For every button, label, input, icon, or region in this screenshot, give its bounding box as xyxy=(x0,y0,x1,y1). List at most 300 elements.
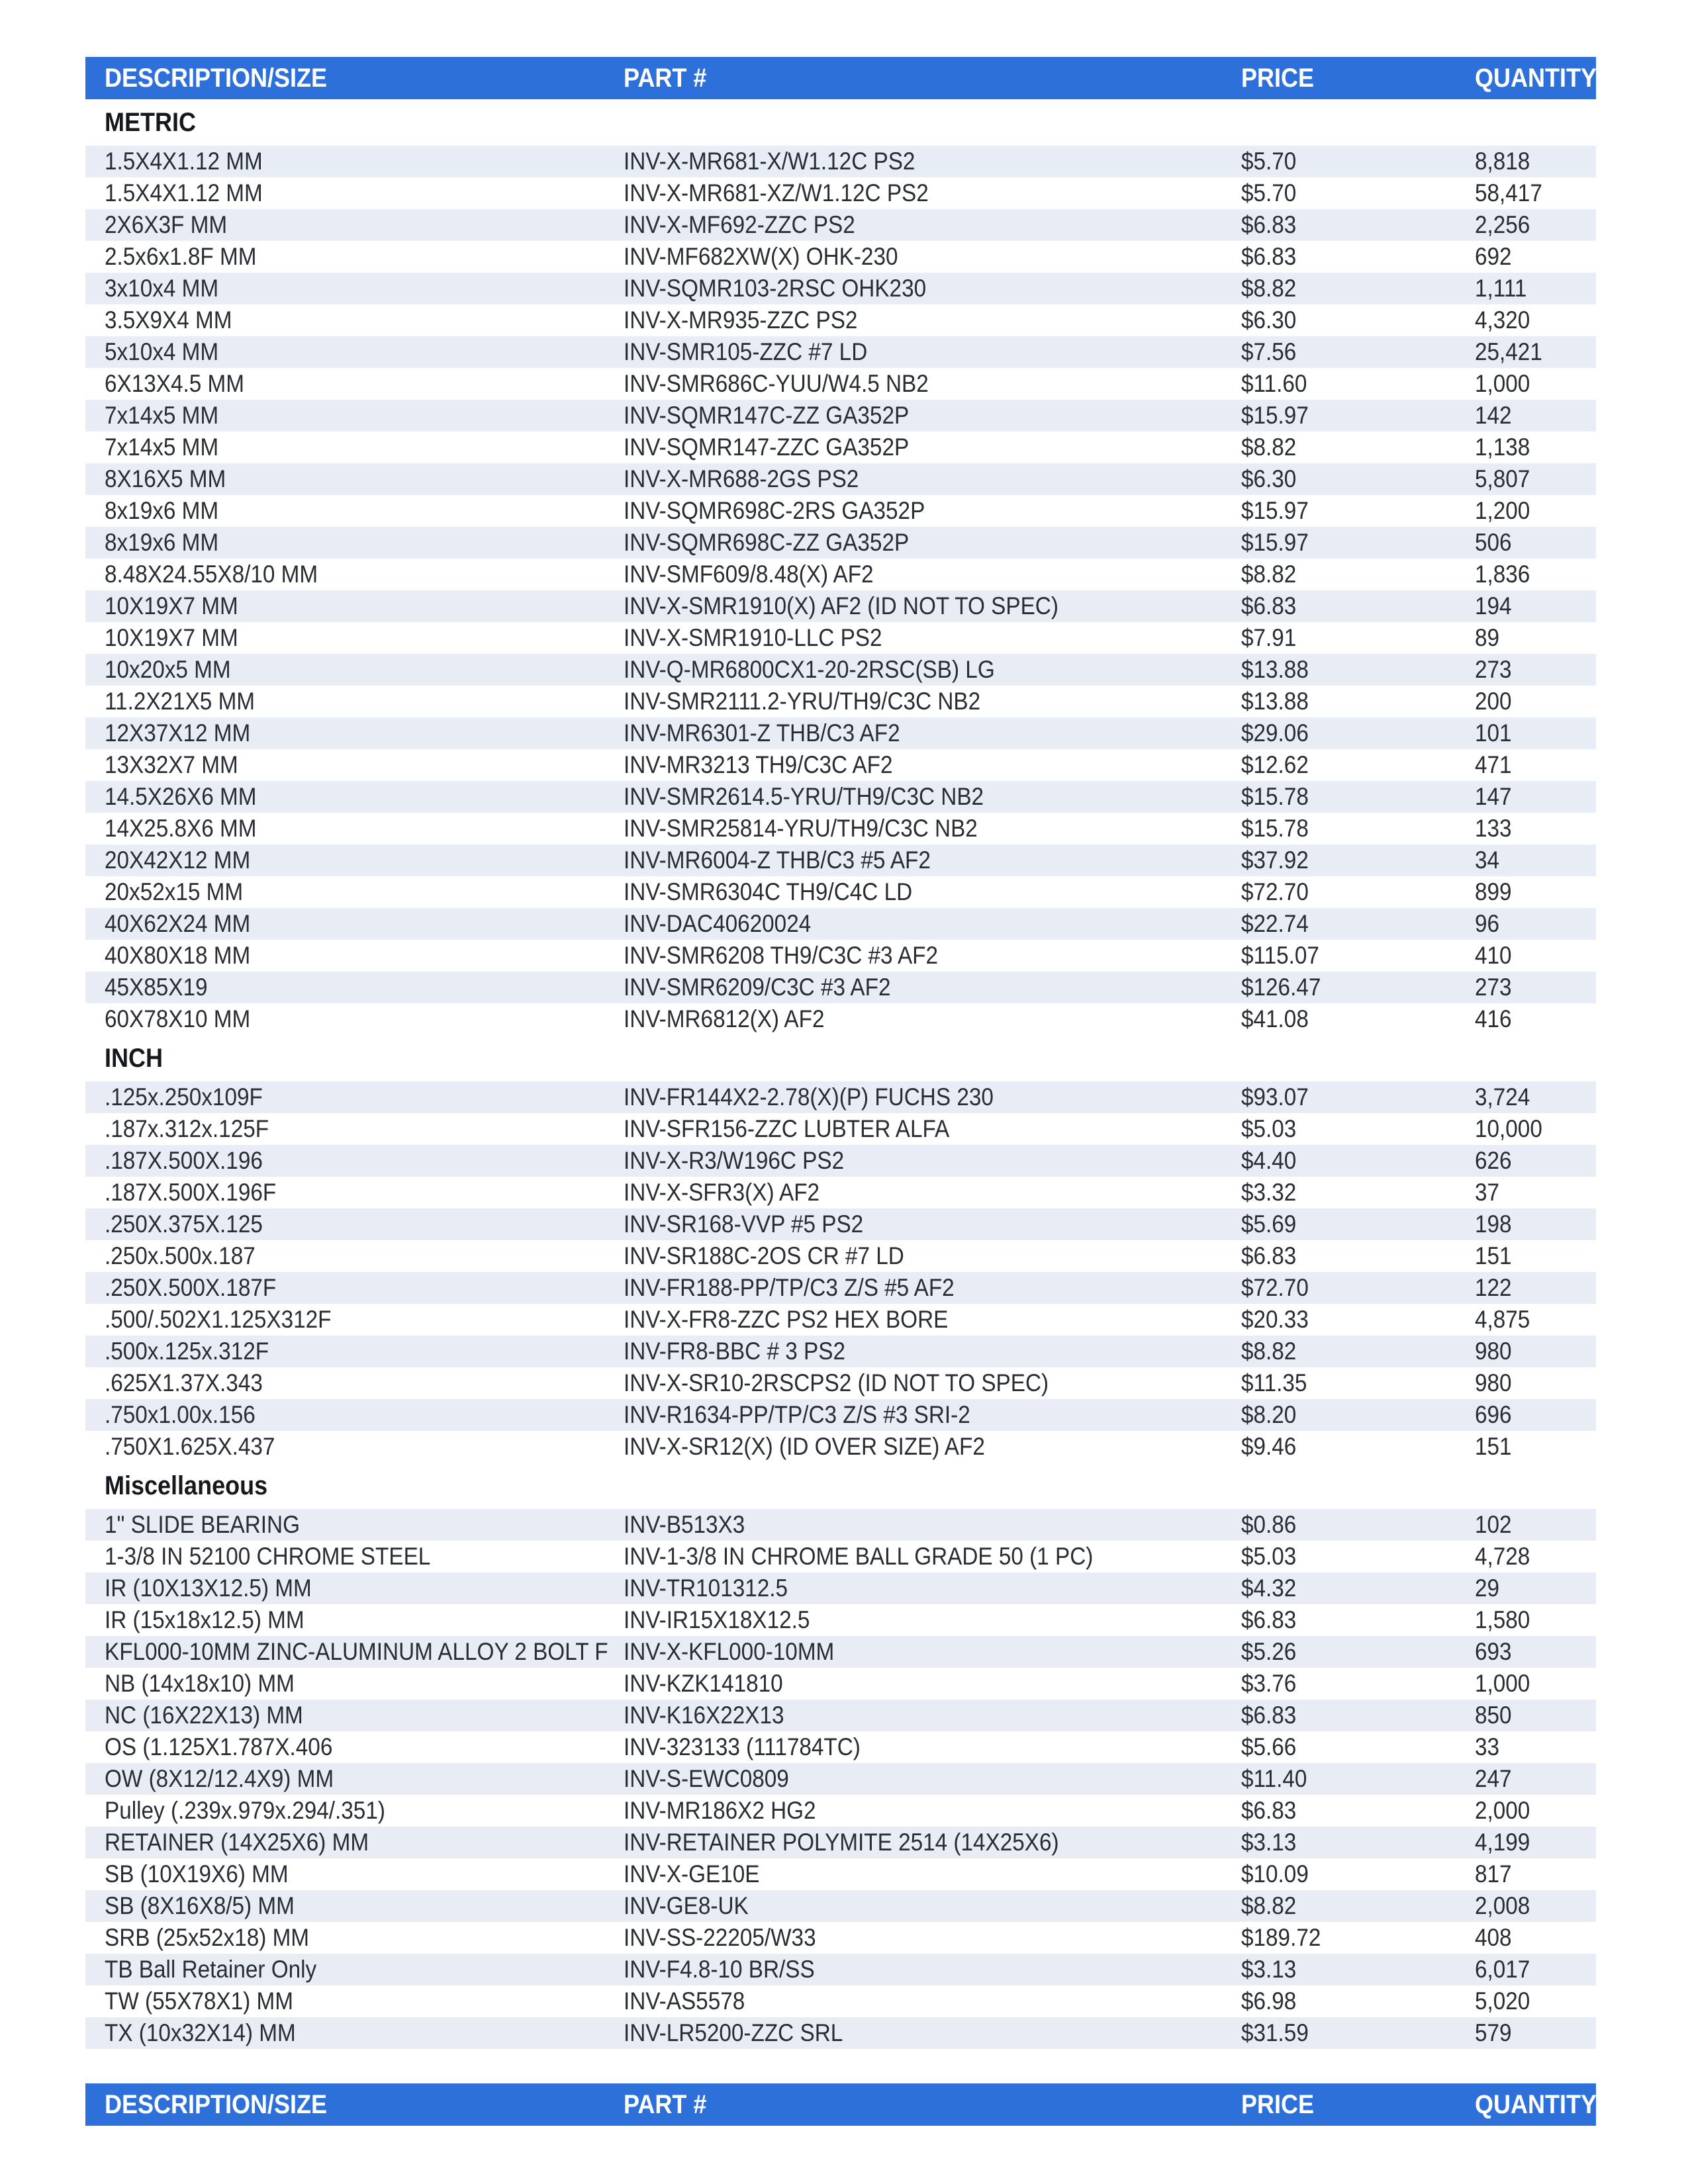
cell-quantity: 25,421 xyxy=(1475,338,1543,365)
cell-quantity: 34 xyxy=(1475,846,1500,874)
cell-price: $126.47 xyxy=(1241,974,1321,1001)
cell-price: $15.97 xyxy=(1241,497,1309,524)
column-header-quantity: QUANTITY xyxy=(1475,63,1597,93)
cell-price: $6.83 xyxy=(1241,243,1297,270)
table-row xyxy=(85,432,1596,463)
table-row xyxy=(85,972,1596,1003)
cell-quantity: 151 xyxy=(1475,1433,1512,1460)
cell-price: $4.40 xyxy=(1241,1147,1297,1174)
cell-price: $8.82 xyxy=(1241,275,1297,302)
cell-description: 20x52x15 MM xyxy=(105,878,244,905)
cell-quantity: 4,875 xyxy=(1475,1306,1530,1333)
cell-description: 40X62X24 MM xyxy=(105,910,251,937)
table-row xyxy=(85,209,1596,241)
cell-quantity: 3,724 xyxy=(1475,1083,1530,1111)
table-row xyxy=(85,1367,1596,1399)
cell-quantity: 2,000 xyxy=(1475,1797,1530,1824)
cell-description: 11.2X21X5 MM xyxy=(105,688,256,715)
cell-price: $8.82 xyxy=(1241,1892,1297,1919)
column-header-price: PRICE xyxy=(1241,63,1315,93)
cell-part-number: INV-SMF609/8.48(X) AF2 xyxy=(624,561,874,588)
cell-price: $5.70 xyxy=(1241,179,1297,206)
cell-price: $189.72 xyxy=(1241,1924,1321,1951)
table-row xyxy=(85,781,1596,813)
cell-part-number: INV-MR6812(X) AF2 xyxy=(624,1005,825,1032)
cell-price: $3.32 xyxy=(1241,1179,1297,1206)
cell-description: 12X37X12 MM xyxy=(105,719,251,747)
table-row xyxy=(85,1208,1596,1240)
cell-quantity: 6,017 xyxy=(1475,1956,1530,1983)
table-row xyxy=(85,749,1596,781)
cell-description: .187x.312x.125F xyxy=(105,1115,269,1142)
cell-quantity: 151 xyxy=(1475,1242,1512,1269)
cell-price: $41.08 xyxy=(1241,1005,1309,1032)
table-row xyxy=(85,844,1596,876)
cell-price: $5.03 xyxy=(1241,1543,1297,1570)
table-row xyxy=(85,400,1596,432)
cell-price: $5.69 xyxy=(1241,1210,1297,1238)
table-row xyxy=(85,1827,1596,1858)
cell-description: KFL000-10MM ZINC-ALUMINUM ALLOY 2 BOLT F xyxy=(105,1638,608,1665)
cell-description: .250x.500x.187 xyxy=(105,1242,256,1269)
cell-price: $20.33 xyxy=(1241,1306,1309,1333)
cell-part-number: INV-MR3213 TH9/C3C AF2 xyxy=(624,751,893,778)
cell-part-number: INV-IR15X18X12.5 xyxy=(624,1606,810,1633)
cell-quantity: 1,200 xyxy=(1475,497,1530,524)
cell-quantity: 96 xyxy=(1475,910,1500,937)
cell-quantity: 2,008 xyxy=(1475,1892,1530,1919)
table-row xyxy=(85,304,1596,336)
cell-price: $5.66 xyxy=(1241,1733,1297,1760)
cell-quantity: 4,728 xyxy=(1475,1543,1530,1570)
cell-price: $5.03 xyxy=(1241,1115,1297,1142)
cell-price: $9.46 xyxy=(1241,1433,1297,1460)
cell-quantity: 506 xyxy=(1475,529,1512,556)
cell-part-number: INV-X-MR688-2GS PS2 xyxy=(624,465,859,492)
column-header-part-number: PART # xyxy=(624,2089,707,2119)
cell-quantity: 2,256 xyxy=(1475,211,1530,238)
cell-quantity: 273 xyxy=(1475,974,1512,1001)
table-row xyxy=(85,1304,1596,1336)
cell-part-number: INV-SQMR698C-ZZ GA352P xyxy=(624,529,910,556)
cell-price: $8.20 xyxy=(1241,1401,1297,1428)
cell-part-number: INV-SS-22205/W33 xyxy=(624,1924,816,1951)
cell-price: $11.40 xyxy=(1241,1765,1307,1792)
cell-description: .500/.502X1.125X312F xyxy=(105,1306,332,1333)
table-row xyxy=(85,463,1596,495)
table-body xyxy=(85,99,1596,2049)
table-row xyxy=(85,1700,1596,1731)
cell-part-number: INV-X-MR935-ZZC PS2 xyxy=(624,306,858,334)
cell-quantity: 626 xyxy=(1475,1147,1512,1174)
cell-price: $15.97 xyxy=(1241,402,1309,429)
table-row xyxy=(85,1795,1596,1827)
table-row xyxy=(85,1145,1596,1177)
table-row xyxy=(85,1541,1596,1572)
section-label: Miscellaneous xyxy=(105,1471,268,1500)
cell-quantity: 1,000 xyxy=(1475,1670,1530,1697)
cell-quantity: 5,020 xyxy=(1475,1987,1530,2015)
cell-quantity: 194 xyxy=(1475,592,1512,619)
cell-description: .625X1.37X.343 xyxy=(105,1369,263,1396)
column-header-quantity: QUANTITY xyxy=(1475,2089,1597,2119)
table-row xyxy=(85,1636,1596,1668)
cell-part-number: INV-LR5200-ZZC SRL xyxy=(624,2019,843,2046)
cell-part-number: INV-X-SR12(X) (ID OVER SIZE) AF2 xyxy=(624,1433,985,1460)
cell-quantity: 147 xyxy=(1475,783,1512,810)
cell-description: .500x.125x.312F xyxy=(105,1338,269,1365)
cell-description: 1.5X4X1.12 MM xyxy=(105,148,263,175)
cell-quantity: 142 xyxy=(1475,402,1512,429)
inventory-table xyxy=(85,57,1596,2126)
cell-quantity: 899 xyxy=(1475,878,1512,905)
table-header-bottom xyxy=(85,2083,1596,2126)
cell-description: 14.5X26X6 MM xyxy=(105,783,257,810)
column-header-description: DESCRIPTION/SIZE xyxy=(105,2089,328,2119)
cell-description: 1-3/8 IN 52100 CHROME STEEL xyxy=(105,1543,431,1570)
table-row xyxy=(85,876,1596,908)
cell-price: $6.98 xyxy=(1241,1987,1297,2015)
cell-quantity: 1,580 xyxy=(1475,1606,1530,1633)
cell-quantity: 416 xyxy=(1475,1005,1512,1032)
cell-part-number: INV-MR186X2 HG2 xyxy=(624,1797,816,1824)
table-row xyxy=(85,1177,1596,1208)
cell-description: SB (10X19X6) MM xyxy=(105,1860,289,1888)
cell-part-number: INV-MR6301-Z THB/C3 AF2 xyxy=(624,719,900,747)
cell-price: $11.60 xyxy=(1241,370,1307,397)
cell-part-number: INV-SQMR103-2RSC OHK230 xyxy=(624,275,927,302)
cell-price: $7.91 xyxy=(1241,624,1297,651)
cell-price: $29.06 xyxy=(1241,719,1309,747)
cell-quantity: 29 xyxy=(1475,1574,1500,1602)
cell-price: $4.32 xyxy=(1241,1574,1297,1602)
cell-quantity: 579 xyxy=(1475,2019,1512,2046)
table-row xyxy=(85,1985,1596,2017)
cell-part-number: INV-X-KFL000-10MM xyxy=(624,1638,835,1665)
table-row xyxy=(85,1003,1596,1035)
table-row xyxy=(85,273,1596,304)
cell-quantity: 1,000 xyxy=(1475,370,1530,397)
cell-price: $15.78 xyxy=(1241,783,1309,810)
cell-part-number: INV-X-GE10E xyxy=(624,1860,760,1888)
cell-part-number: INV-SMR2111.2-YRU/TH9/C3C NB2 xyxy=(624,688,981,715)
cell-part-number: INV-X-R3/W196C PS2 xyxy=(624,1147,845,1174)
cell-description: IR (10X13X12.5) MM xyxy=(105,1574,312,1602)
cell-description: 7x14x5 MM xyxy=(105,402,219,429)
table-row xyxy=(85,1431,1596,1463)
cell-part-number: INV-SMR6209/C3C #3 AF2 xyxy=(624,974,891,1001)
cell-quantity: 471 xyxy=(1475,751,1512,778)
table-row xyxy=(85,368,1596,400)
cell-part-number: INV-B513X3 xyxy=(624,1511,745,1538)
cell-description: 3x10x4 MM xyxy=(105,275,219,302)
cell-description: OW (8X12/12.4X9) MM xyxy=(105,1765,334,1792)
table-row xyxy=(85,336,1596,368)
cell-price: $6.83 xyxy=(1241,1797,1297,1824)
cell-price: $8.82 xyxy=(1241,433,1297,461)
table-row xyxy=(85,177,1596,209)
cell-part-number: INV-X-MR681-XZ/W1.12C PS2 xyxy=(624,179,929,206)
cell-quantity: 133 xyxy=(1475,815,1512,842)
cell-part-number: INV-MR6004-Z THB/C3 #5 AF2 xyxy=(624,846,931,874)
cell-description: 40X80X18 MM xyxy=(105,942,251,969)
cell-description: TX (10x32X14) MM xyxy=(105,2019,296,2046)
cell-description: 8x19x6 MM xyxy=(105,529,219,556)
cell-price: $72.70 xyxy=(1241,1274,1309,1301)
section-label: METRIC xyxy=(105,107,196,137)
table-row xyxy=(85,1240,1596,1272)
cell-quantity: 980 xyxy=(1475,1338,1512,1365)
cell-price: $31.59 xyxy=(1241,2019,1309,2046)
cell-price: $6.83 xyxy=(1241,1606,1297,1633)
cell-price: $3.76 xyxy=(1241,1670,1297,1697)
cell-price: $115.07 xyxy=(1241,942,1320,969)
table-row xyxy=(85,1081,1596,1113)
cell-price: $13.88 xyxy=(1241,656,1309,683)
cell-quantity: 10,000 xyxy=(1475,1115,1543,1142)
cell-price: $5.26 xyxy=(1241,1638,1297,1665)
cell-description: NB (14x18x10) MM xyxy=(105,1670,295,1697)
cell-description: .125x.250x109F xyxy=(105,1083,263,1111)
cell-part-number: INV-KZK141810 xyxy=(624,1670,783,1697)
cell-part-number: INV-MF682XW(X) OHK-230 xyxy=(624,243,898,270)
cell-quantity: 850 xyxy=(1475,1702,1512,1729)
cell-description: Pulley (.239x.979x.294/.351) xyxy=(105,1797,385,1824)
cell-description: 8.48X24.55X8/10 MM xyxy=(105,561,318,588)
cell-part-number: INV-K16X22X13 xyxy=(624,1702,784,1729)
cell-part-number: INV-SQMR698C-2RS GA352P xyxy=(624,497,925,524)
cell-part-number: INV-AS5578 xyxy=(624,1987,745,2015)
cell-description: SRB (25x52x18) MM xyxy=(105,1924,310,1951)
table-row xyxy=(85,1731,1596,1763)
cell-quantity: 89 xyxy=(1475,624,1500,651)
table-row xyxy=(85,1954,1596,1985)
table-row xyxy=(85,527,1596,559)
cell-description: 6X13X4.5 MM xyxy=(105,370,245,397)
table-row xyxy=(85,1922,1596,1954)
cell-description: .187X.500X.196 xyxy=(105,1147,263,1174)
column-header-description: DESCRIPTION/SIZE xyxy=(105,63,328,93)
cell-part-number: INV-FR8-BBC # 3 PS2 xyxy=(624,1338,846,1365)
cell-price: $72.70 xyxy=(1241,878,1309,905)
cell-part-number: INV-R1634-PP/TP/C3 Z/S #3 SRI-2 xyxy=(624,1401,970,1428)
table-row xyxy=(85,146,1596,177)
cell-description: 2.5x6x1.8F MM xyxy=(105,243,257,270)
table-row xyxy=(85,241,1596,273)
cell-part-number: INV-SFR156-ZZC LUBTER ALFA xyxy=(624,1115,950,1142)
cell-part-number: INV-F4.8-10 BR/SS xyxy=(624,1956,815,1983)
cell-description: 10x20x5 MM xyxy=(105,656,231,683)
cell-price: $6.30 xyxy=(1241,306,1297,334)
table-row xyxy=(85,1858,1596,1890)
table-row xyxy=(85,717,1596,749)
cell-price: $6.83 xyxy=(1241,211,1297,238)
cell-price: $0.86 xyxy=(1241,1511,1297,1538)
cell-quantity: 273 xyxy=(1475,656,1512,683)
table-row xyxy=(85,813,1596,844)
cell-price: $15.78 xyxy=(1241,815,1309,842)
cell-part-number: INV-FR144X2-2.78(X)(P) FUCHS 230 xyxy=(624,1083,994,1111)
cell-quantity: 410 xyxy=(1475,942,1512,969)
table-row xyxy=(85,940,1596,972)
cell-description: 45X85X19 xyxy=(105,974,208,1001)
cell-part-number: INV-RETAINER POLYMITE 2514 (14X25X6) xyxy=(624,1829,1059,1856)
table-row xyxy=(85,495,1596,527)
table-row xyxy=(85,1668,1596,1700)
cell-part-number: INV-SMR105-ZZC #7 LD xyxy=(624,338,868,365)
cell-price: $10.09 xyxy=(1241,1860,1309,1888)
cell-part-number: INV-SR188C-2OS CR #7 LD xyxy=(624,1242,904,1269)
cell-part-number: INV-X-MF692-ZZC PS2 xyxy=(624,211,855,238)
cell-price: $15.97 xyxy=(1241,529,1309,556)
cell-description: 5x10x4 MM xyxy=(105,338,219,365)
cell-description: 3.5X9X4 MM xyxy=(105,306,232,334)
cell-part-number: INV-FR188-PP/TP/C3 Z/S #5 AF2 xyxy=(624,1274,955,1301)
cell-price: $7.56 xyxy=(1241,338,1297,365)
table-row xyxy=(85,654,1596,686)
cell-quantity: 1,111 xyxy=(1475,275,1527,302)
table-row xyxy=(85,559,1596,590)
table-header-top xyxy=(85,57,1596,99)
table-row xyxy=(85,908,1596,940)
cell-description: IR (15x18x12.5) MM xyxy=(105,1606,305,1633)
cell-description: TB Ball Retainer Only xyxy=(105,1956,317,1983)
cell-part-number: INV-X-FR8-ZZC PS2 HEX BORE xyxy=(624,1306,949,1333)
cell-part-number: INV-X-SFR3(X) AF2 xyxy=(624,1179,820,1206)
cell-part-number: INV-X-SR10-2RSCPS2 (ID NOT TO SPEC) xyxy=(624,1369,1049,1396)
cell-price: $22.74 xyxy=(1241,910,1309,937)
table-bottom-spacer xyxy=(85,2049,1596,2083)
cell-description: 7x14x5 MM xyxy=(105,433,219,461)
cell-price: $13.88 xyxy=(1241,688,1309,715)
cell-quantity: 122 xyxy=(1475,1274,1512,1301)
cell-quantity: 101 xyxy=(1475,719,1512,747)
cell-price: $6.83 xyxy=(1241,592,1297,619)
cell-description: 8X16X5 MM xyxy=(105,465,226,492)
table-row xyxy=(85,1509,1596,1541)
cell-price: $6.83 xyxy=(1241,1242,1297,1269)
cell-description: .750X1.625X.437 xyxy=(105,1433,275,1460)
cell-part-number: INV-DAC40620024 xyxy=(624,910,812,937)
cell-part-number: INV-SMR686C-YUU/W4.5 NB2 xyxy=(624,370,929,397)
cell-part-number: INV-SR168-VVP #5 PS2 xyxy=(624,1210,864,1238)
cell-quantity: 37 xyxy=(1475,1179,1500,1206)
cell-price: $3.13 xyxy=(1241,1829,1297,1856)
cell-price: $3.13 xyxy=(1241,1956,1297,1983)
cell-part-number: INV-SQMR147-ZZC GA352P xyxy=(624,433,910,461)
cell-part-number: INV-Q-MR6800CX1-20-2RSC(SB) LG xyxy=(624,656,995,683)
cell-description: 20X42X12 MM xyxy=(105,846,251,874)
cell-quantity: 198 xyxy=(1475,1210,1512,1238)
cell-price: $37.92 xyxy=(1241,846,1309,874)
cell-quantity: 247 xyxy=(1475,1765,1512,1792)
cell-part-number: INV-S-EWC0809 xyxy=(624,1765,789,1792)
cell-quantity: 4,320 xyxy=(1475,306,1530,334)
cell-price: $8.82 xyxy=(1241,1338,1297,1365)
table-row xyxy=(85,1604,1596,1636)
table-row xyxy=(85,1272,1596,1304)
cell-description: 1" SLIDE BEARING xyxy=(105,1511,300,1538)
cell-part-number: INV-SMR2614.5-YRU/TH9/C3C NB2 xyxy=(624,783,984,810)
cell-description: .250X.500X.187F xyxy=(105,1274,277,1301)
cell-part-number: INV-X-SMR1910-LLC PS2 xyxy=(624,624,882,651)
table-row xyxy=(85,1572,1596,1604)
cell-price: $93.07 xyxy=(1241,1083,1309,1111)
cell-part-number: INV-TR101312.5 xyxy=(624,1574,788,1602)
cell-price: $11.35 xyxy=(1241,1369,1307,1396)
cell-part-number: INV-SMR6304C TH9/C4C LD xyxy=(624,878,913,905)
cell-description: .187X.500X.196F xyxy=(105,1179,277,1206)
cell-price: $12.62 xyxy=(1241,751,1309,778)
column-header-price: PRICE xyxy=(1241,2089,1315,2119)
cell-quantity: 692 xyxy=(1475,243,1512,270)
cell-description: 8x19x6 MM xyxy=(105,497,219,524)
cell-part-number: INV-1-3/8 IN CHROME BALL GRADE 50 (1 PC) xyxy=(624,1543,1094,1570)
cell-quantity: 1,138 xyxy=(1475,433,1530,461)
cell-quantity: 980 xyxy=(1475,1369,1512,1396)
cell-description: RETAINER (14X25X6) MM xyxy=(105,1829,369,1856)
cell-description: .750x1.00x.156 xyxy=(105,1401,256,1428)
cell-part-number: INV-GE8-UK xyxy=(624,1892,749,1919)
section-label: INCH xyxy=(105,1043,164,1073)
cell-description: TW (55X78X1) MM xyxy=(105,1987,293,2015)
cell-description: 2X6X3F MM xyxy=(105,211,228,238)
cell-price: $6.30 xyxy=(1241,465,1297,492)
cell-description: 1.5X4X1.12 MM xyxy=(105,179,263,206)
cell-quantity: 200 xyxy=(1475,688,1512,715)
cell-quantity: 1,836 xyxy=(1475,561,1530,588)
cell-part-number: INV-SQMR147C-ZZ GA352P xyxy=(624,402,910,429)
cell-part-number: INV-323133 (111784TC) xyxy=(624,1733,861,1760)
table-row xyxy=(85,1336,1596,1367)
table-row xyxy=(85,622,1596,654)
cell-part-number: INV-SMR25814-YRU/TH9/C3C NB2 xyxy=(624,815,978,842)
cell-description: 10X19X7 MM xyxy=(105,624,238,651)
cell-description: 14X25.8X6 MM xyxy=(105,815,257,842)
cell-quantity: 817 xyxy=(1475,1860,1512,1888)
table-row xyxy=(85,1763,1596,1795)
cell-description: .250X.375X.125 xyxy=(105,1210,263,1238)
cell-quantity: 102 xyxy=(1475,1511,1512,1538)
cell-price: $5.70 xyxy=(1241,148,1297,175)
cell-price: $6.83 xyxy=(1241,1702,1297,1729)
cell-description: 10X19X7 MM xyxy=(105,592,238,619)
cell-price: $8.82 xyxy=(1241,561,1297,588)
cell-quantity: 4,199 xyxy=(1475,1829,1530,1856)
table-row xyxy=(85,1113,1596,1145)
cell-quantity: 408 xyxy=(1475,1924,1512,1951)
cell-quantity: 696 xyxy=(1475,1401,1512,1428)
table-row xyxy=(85,1890,1596,1922)
cell-description: 60X78X10 MM xyxy=(105,1005,251,1032)
cell-quantity: 8,818 xyxy=(1475,148,1530,175)
cell-quantity: 33 xyxy=(1475,1733,1500,1760)
table-row xyxy=(85,590,1596,622)
cell-part-number: INV-X-MR681-X/W1.12C PS2 xyxy=(624,148,915,175)
cell-description: OS (1.125X1.787X.406 xyxy=(105,1733,333,1760)
cell-description: NC (16X22X13) MM xyxy=(105,1702,303,1729)
cell-description: SB (8X16X8/5) MM xyxy=(105,1892,295,1919)
cell-part-number: INV-SMR6208 TH9/C3C #3 AF2 xyxy=(624,942,939,969)
cell-quantity: 5,807 xyxy=(1475,465,1530,492)
cell-part-number: INV-X-SMR1910(X) AF2 (ID NOT TO SPEC) xyxy=(624,592,1059,619)
column-header-part-number: PART # xyxy=(624,63,707,93)
table-row xyxy=(85,2017,1596,2049)
table-row xyxy=(85,686,1596,717)
cell-description: 13X32X7 MM xyxy=(105,751,238,778)
cell-quantity: 693 xyxy=(1475,1638,1512,1665)
table-row xyxy=(85,1399,1596,1431)
